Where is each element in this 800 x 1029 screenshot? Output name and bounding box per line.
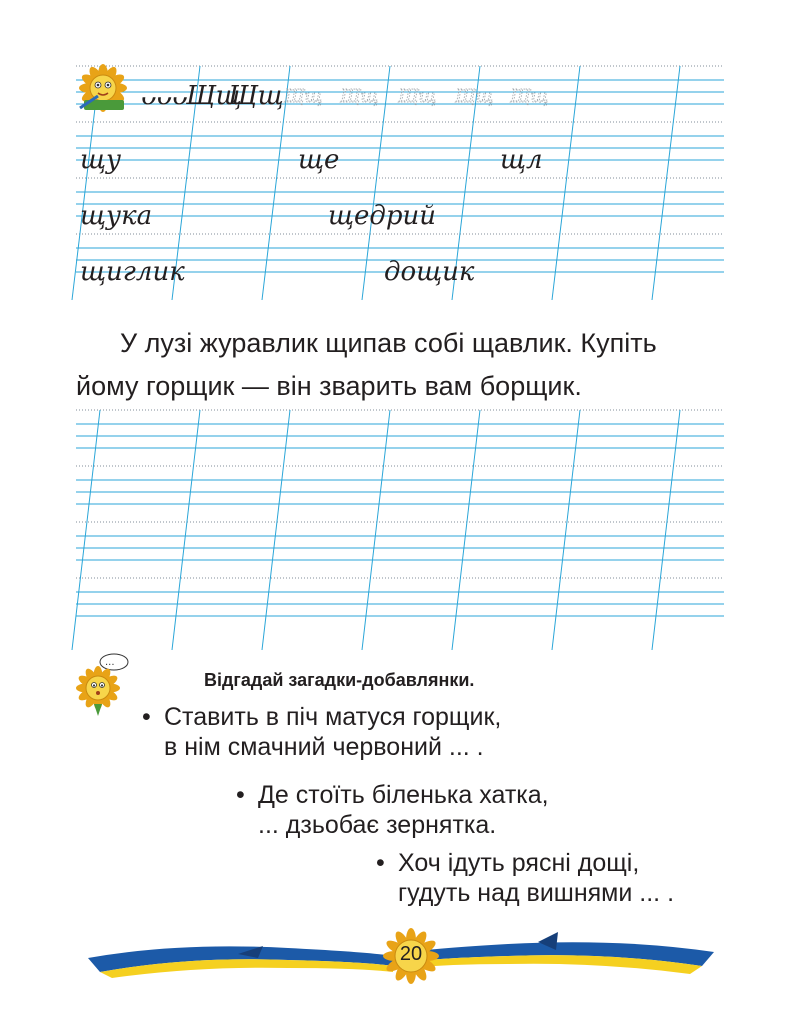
riddle-2-line-1: Де стоїть біленька хатка, (258, 781, 549, 809)
copy-traced-3: Щщ (398, 86, 437, 107)
riddle-2-line-2: ... дзьобає зернятка. (258, 811, 497, 839)
riddle-3-line-1: Хоч ідуть рясні дощі, (398, 849, 640, 877)
slant-line (452, 410, 480, 650)
copy-word-6: щиглик (80, 257, 185, 287)
reading-passage (76, 322, 756, 408)
slant-line (262, 410, 290, 650)
riddle-2 (236, 780, 549, 840)
slant-line (552, 410, 580, 650)
copybook-handwriting (0, 0, 800, 320)
svg-text:...: ... (105, 657, 115, 668)
bullet-3: • (376, 849, 385, 877)
riddle-1-line-1: Ставить в піч матуся горщик, (164, 703, 502, 731)
bullet-2: • (236, 781, 245, 809)
slant-line (72, 410, 100, 650)
copy-word-5: щедрий (328, 201, 437, 231)
copy-traced-4: Щщ (455, 86, 494, 107)
copy-word-2: ще (298, 145, 340, 175)
copy-word-3: щл (500, 145, 543, 175)
reading-line-2: йому горщик — він зварить вам борщик. (76, 371, 582, 401)
copy-word-7: дощик (384, 257, 475, 287)
reading-line-1: У лузі журавлик щипав собі щавлик. Купіть (120, 328, 657, 358)
slant-line (362, 410, 390, 650)
copy-traced-1: Щщ (284, 86, 323, 107)
riddle-3 (376, 848, 675, 908)
copy-word-4: щука (80, 201, 153, 231)
page-number: 20 (399, 943, 423, 965)
riddle-1 (142, 702, 502, 762)
slant-line (652, 410, 680, 650)
riddle-3-line-2: гудуть над вишнями ... . (398, 879, 675, 907)
copybook-practice-lines (0, 400, 800, 660)
bullet-1: • (142, 703, 151, 731)
copy-word-1: щу (80, 145, 122, 175)
copy-sample-1: Щщ (186, 81, 242, 111)
copy-traced-5: Щщ (510, 86, 549, 107)
slant-line (172, 410, 200, 650)
copy-hooks: ᴗᴗᴗ (140, 81, 187, 111)
sunflower-thinking-icon (74, 652, 134, 716)
copy-sample-2: Щщ (228, 81, 284, 111)
copy-traced-2: Щщ (340, 86, 379, 107)
riddle-1-line-2: в нім смачний червоний ... . (164, 733, 484, 761)
riddles-title: Відгадай загадки-добавлянки. (204, 670, 475, 690)
